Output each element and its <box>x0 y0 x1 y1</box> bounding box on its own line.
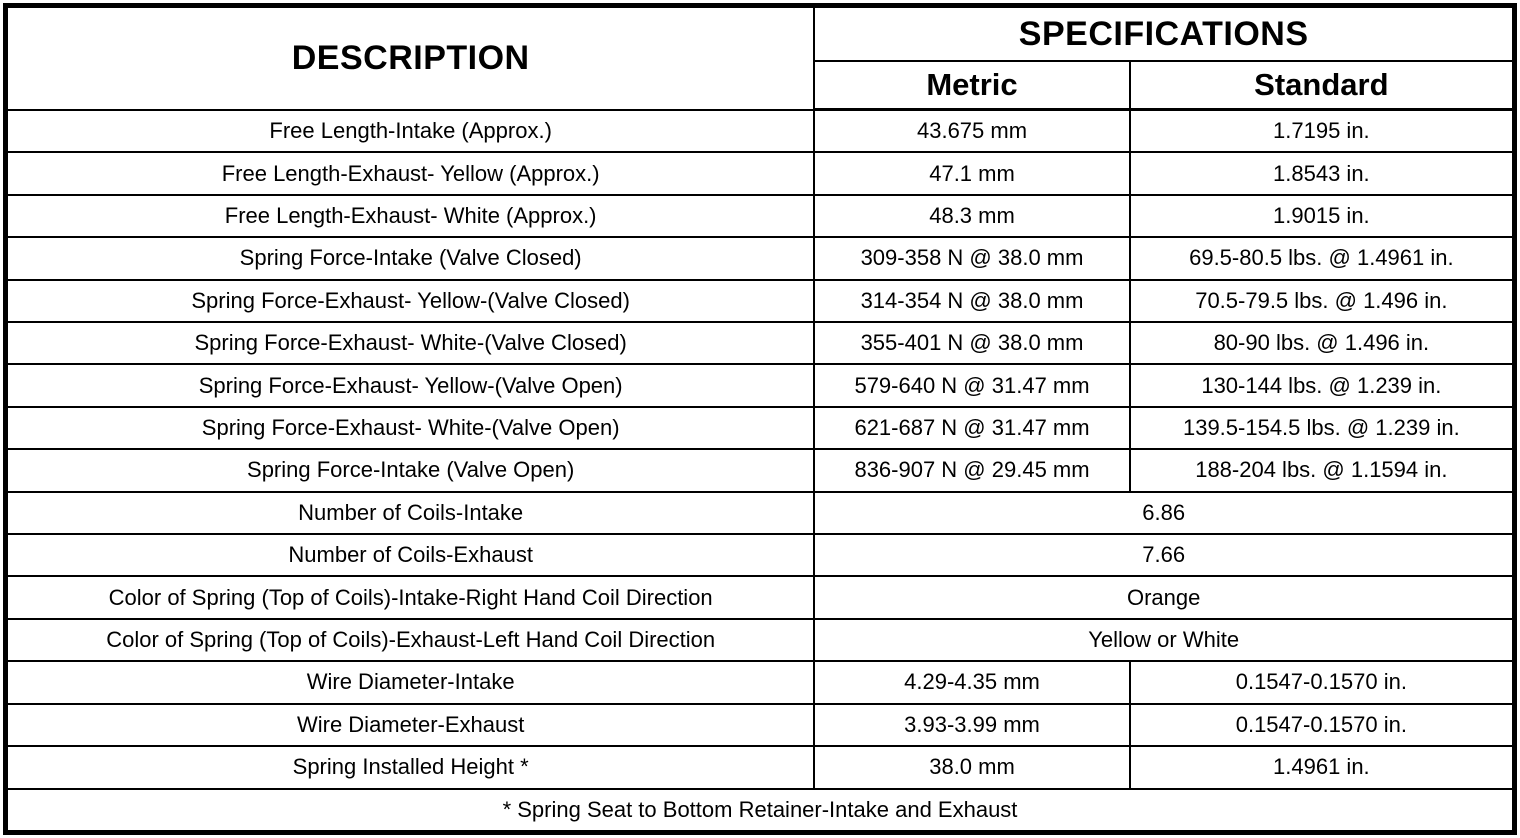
description-header: DESCRIPTION <box>6 6 815 110</box>
standard-cell: 139.5-154.5 lbs. @ 1.239 in. <box>1130 407 1515 449</box>
footnote-row <box>6 789 1515 833</box>
standard-cell: 70.5-79.5 lbs. @ 1.496 in. <box>1130 280 1515 322</box>
metric-cell: 48.3 mm <box>814 195 1129 237</box>
table-row <box>6 110 1515 153</box>
standard-cell: 1.4961 in. <box>1130 746 1515 788</box>
description-cell: Spring Force-Exhaust- White-(Valve Closed) <box>6 322 815 364</box>
standard-cell: 0.1547-0.1570 in. <box>1130 704 1515 746</box>
table-row <box>6 576 1515 618</box>
description-cell: Spring Force-Exhaust- White-(Valve Open) <box>6 407 815 449</box>
table-row <box>6 322 1515 364</box>
standard-cell: 0.1547-0.1570 in. <box>1130 661 1515 703</box>
description-cell: Color of Spring (Top of Coils)-Exhaust-Left Hand Coil Direction <box>6 619 815 661</box>
description-cell: Spring Force-Intake (Valve Open) <box>6 449 815 491</box>
metric-cell: 314-354 N @ 38.0 mm <box>814 280 1129 322</box>
standard-cell: 1.8543 in. <box>1130 152 1515 194</box>
standard-cell: 130-144 lbs. @ 1.239 in. <box>1130 364 1515 406</box>
standard-cell: 188-204 lbs. @ 1.1594 in. <box>1130 449 1515 491</box>
table-row <box>6 746 1515 788</box>
metric-cell: 43.675 mm <box>814 110 1129 153</box>
table-row <box>6 280 1515 322</box>
spanned-value-cell: 6.86 <box>814 492 1514 534</box>
description-cell: Wire Diameter-Exhaust <box>6 704 815 746</box>
footnote-cell: * Spring Seat to Bottom Retainer-Intake and Exhaust <box>6 789 1515 833</box>
standard-cell: 1.7195 in. <box>1130 110 1515 153</box>
spanned-value-cell: Yellow or White <box>814 619 1514 661</box>
standard-cell: 1.9015 in. <box>1130 195 1515 237</box>
table-row <box>6 237 1515 279</box>
standard-header: Standard <box>1130 61 1515 110</box>
description-cell: Spring Installed Height * <box>6 746 815 788</box>
metric-cell: 3.93-3.99 mm <box>814 704 1129 746</box>
description-cell: Free Length-Intake (Approx.) <box>6 110 815 153</box>
metric-cell: 836-907 N @ 29.45 mm <box>814 449 1129 491</box>
table-row <box>6 407 1515 449</box>
spanned-value-cell: 7.66 <box>814 534 1514 576</box>
metric-cell: 621-687 N @ 31.47 mm <box>814 407 1129 449</box>
table-row <box>6 619 1515 661</box>
metric-cell: 4.29-4.35 mm <box>814 661 1129 703</box>
standard-cell: 69.5-80.5 lbs. @ 1.4961 in. <box>1130 237 1515 279</box>
spanned-value-cell: Orange <box>814 576 1514 618</box>
table-row <box>6 152 1515 194</box>
table-row <box>6 492 1515 534</box>
table-row <box>6 195 1515 237</box>
table-row <box>6 661 1515 703</box>
description-cell: Wire Diameter-Intake <box>6 661 815 703</box>
valve-spring-specifications-table <box>3 3 1517 835</box>
metric-cell: 355-401 N @ 38.0 mm <box>814 322 1129 364</box>
metric-cell: 309-358 N @ 38.0 mm <box>814 237 1129 279</box>
description-cell: Spring Force-Exhaust- Yellow-(Valve Closed) <box>6 280 815 322</box>
description-cell: Free Length-Exhaust- Yellow (Approx.) <box>6 152 815 194</box>
table-row <box>6 364 1515 406</box>
description-cell: Spring Force-Intake (Valve Closed) <box>6 237 815 279</box>
specifications-header: SPECIFICATIONS <box>814 6 1514 62</box>
metric-cell: 579-640 N @ 31.47 mm <box>814 364 1129 406</box>
description-cell: Number of Coils-Intake <box>6 492 815 534</box>
header-row-main <box>6 6 1515 62</box>
standard-cell: 80-90 lbs. @ 1.496 in. <box>1130 322 1515 364</box>
table-row <box>6 704 1515 746</box>
description-cell: Free Length-Exhaust- White (Approx.) <box>6 195 815 237</box>
description-cell: Number of Coils-Exhaust <box>6 534 815 576</box>
metric-cell: 38.0 mm <box>814 746 1129 788</box>
table-row <box>6 449 1515 491</box>
metric-cell: 47.1 mm <box>814 152 1129 194</box>
description-cell: Color of Spring (Top of Coils)-Intake-Right Hand Coil Direction <box>6 576 815 618</box>
metric-header: Metric <box>814 61 1129 110</box>
table-row <box>6 534 1515 576</box>
description-cell: Spring Force-Exhaust- Yellow-(Valve Open) <box>6 364 815 406</box>
